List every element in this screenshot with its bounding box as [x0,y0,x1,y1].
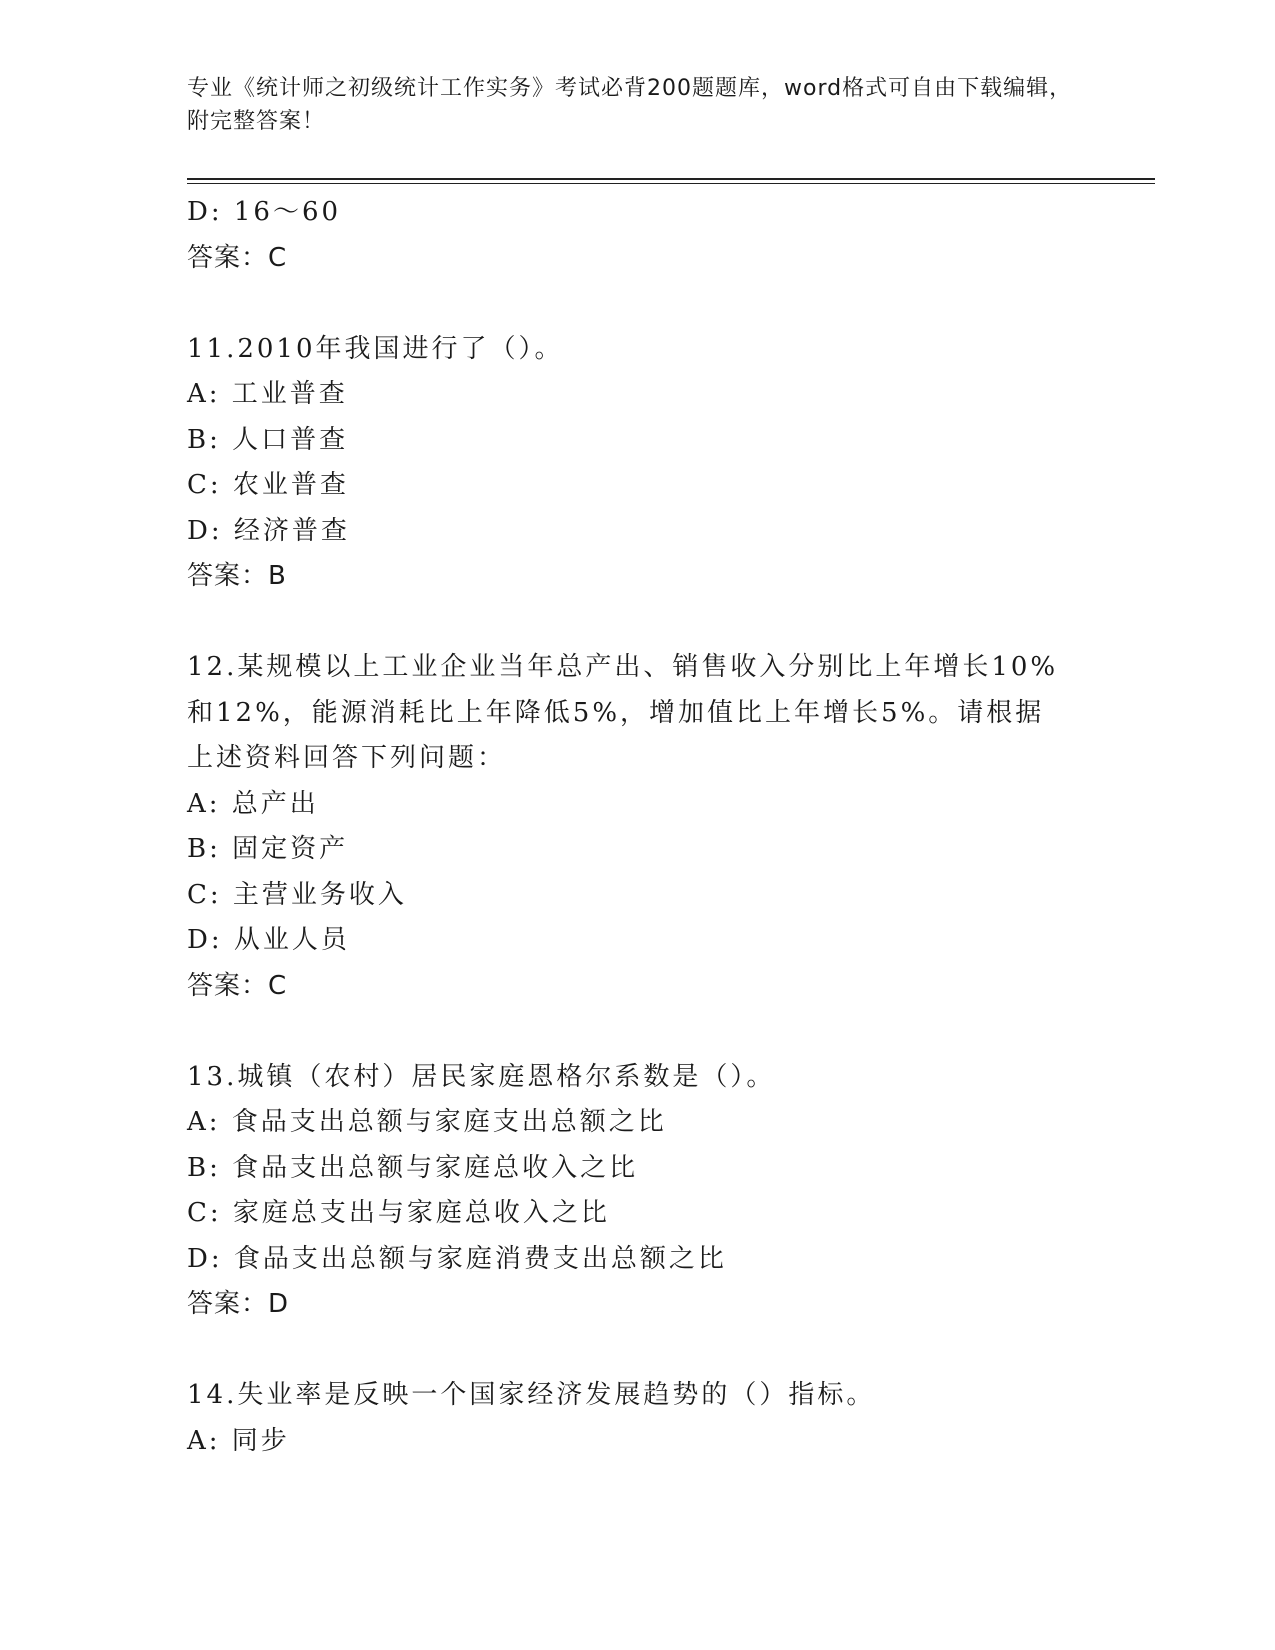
q11-option-c: C: 农业普查 [187,470,349,500]
spacer [187,1009,1087,1055]
q11-option-d: D: 经济普查 [187,515,350,546]
question-list [187,190,1087,1464]
q12-stem: 12.某规模以上工业企业当年总产出、销售收入分别比上年增长10%和12%，能源消耗比上年降低5%，增加值比上年增长5%。请根据上述资料回答下列问题： [187,652,1059,773]
q13-option-c: C: 家庭总支出与家庭总收入之比 [187,1198,610,1228]
q11-answer: 答案：B [187,561,287,591]
q13-stem: 13.城镇（农村）居民家庭恩格尔系数是（）。 [187,1061,776,1092]
q14-stem: 14.失业率是反映一个国家经济发展趋势的（）指标。 [187,1380,876,1410]
header-divider-thick [187,178,1155,180]
document-header: 专业《统计师之初级统计工作实务》考试必背200题题库，word格式可自由下载编辑，附完整答案！ [187,76,1073,134]
spacer [187,600,1087,646]
q12-option-a: A: 总产出 [187,788,319,819]
q10-option-d: D: 16～60 [187,197,342,227]
header-divider-thin [187,183,1155,184]
q13-option-b: B: 食品支出总额与家庭总收入之比 [187,1152,639,1183]
q14-option-a: A: 同步 [187,1425,290,1456]
q12-option-c: C: 主营业务收入 [187,879,407,910]
spacer [187,1328,1087,1374]
q13-answer: 答案：D [187,1289,290,1319]
q12-option-d: D: 从业人员 [187,925,350,955]
q10-answer: 答案：C [187,242,288,273]
q12-option-b: B: 固定资产 [187,834,349,864]
q11-option-b: B: 人口普查 [187,424,349,455]
q12-answer: 答案：C [187,970,288,1001]
q13-option-d: D: 食品支出总额与家庭消费支出总额之比 [187,1243,727,1274]
q11-option-a: A: 工业普查 [187,379,348,409]
q13-option-a: A: 食品支出总额与家庭支出总额之比 [187,1107,667,1137]
spacer [187,281,1087,327]
q11-stem: 11.2010年我国进行了（）。 [187,333,564,364]
